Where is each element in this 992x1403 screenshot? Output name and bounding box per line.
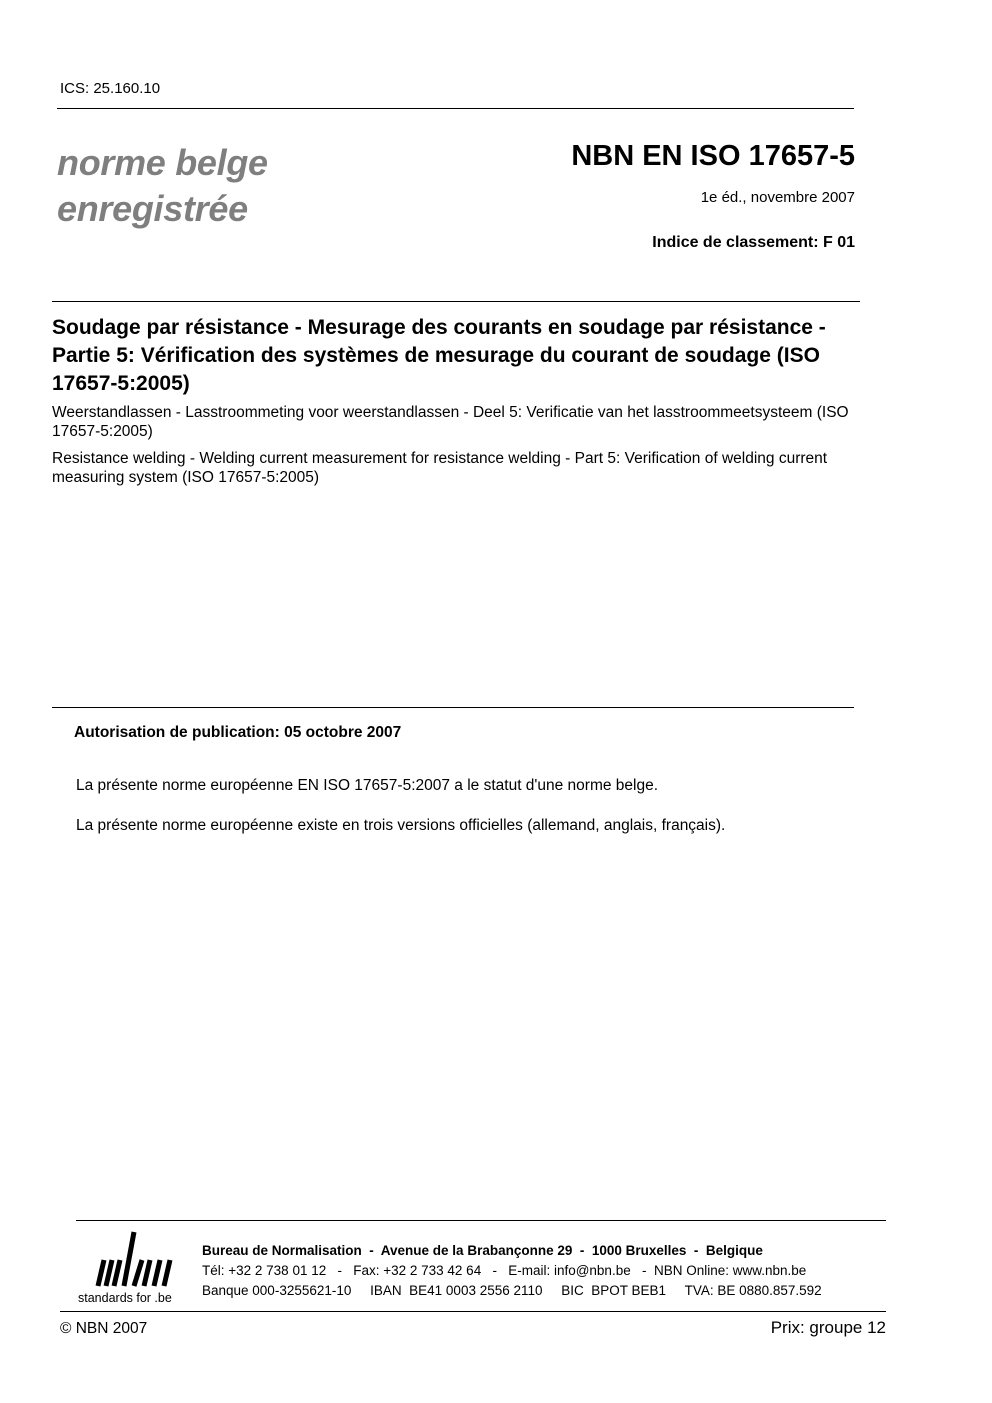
title-dutch: Weerstandlassen - Lasstroommeting voor weerstandlassen - Deel 5: Verificatie van het lasstroommeetsysteem (ISO 17657-5:2005) [52, 404, 849, 440]
footer-contact: Tél: +32 2 738 01 12 - Fax: +32 2 733 42 64 - E-mail: info@nbn.be - NBN Online: www.nbn.be [202, 1263, 807, 1278]
brand-title [57, 140, 268, 232]
brand-line-1: norme belge [57, 142, 268, 183]
footer-contact-block [202, 1241, 822, 1301]
status-paragraph: La présente norme européenne EN ISO 17657-5:2007 a le statut d'une norme belge. [76, 777, 659, 794]
title-english: Resistance welding - Welding current measurement for resistance welding - Part 5: Verification of welding current measuring system (ISO 17657-5:2005) [52, 450, 828, 486]
logo-tagline: standards for .be [78, 1291, 172, 1305]
price-group: Prix: groupe 12 [770, 1318, 886, 1337]
classification-index: Indice de classement: F 01 [652, 234, 855, 251]
edition-date: 1e éd., novembre 2007 [700, 189, 855, 206]
footer-bank: Banque 000-3255621-10 IBAN BE41 0003 2556 2110 BIC BPOT BEB1 TVA: BE 0880.857.592 [202, 1283, 822, 1298]
versions-paragraph: La présente norme européenne existe en trois versions officielles (allemand, anglais, français). [76, 817, 726, 834]
footer-organisation: Bureau de Normalisation - Avenue de la Brabançonne 29 - 1000 Bruxelles - Belgique [202, 1243, 763, 1258]
body-divider [52, 707, 854, 708]
title-divider [52, 301, 860, 302]
header-divider [57, 108, 854, 109]
brand-line-2: enregistrée [57, 188, 248, 229]
title-french: Soudage par résistance - Mesurage des courants en soudage par résistance - Partie 5: Vérification des systèmes de mesurage du courant de soudage (ISO 17657-5:2005) [52, 316, 826, 395]
footer-top-divider [76, 1220, 886, 1221]
copyright: © NBN 2007 [60, 1320, 148, 1337]
ics-code: ICS: 25.160.10 [60, 80, 161, 97]
footer-bottom-divider [60, 1311, 886, 1312]
publication-authorisation: Autorisation de publication: 05 octobre 2007 [74, 724, 402, 741]
nbn-logo-mark [76, 1228, 186, 1308]
standard-number: NBN EN ISO 17657-5 [571, 140, 855, 172]
nbn-logo [76, 1228, 186, 1308]
